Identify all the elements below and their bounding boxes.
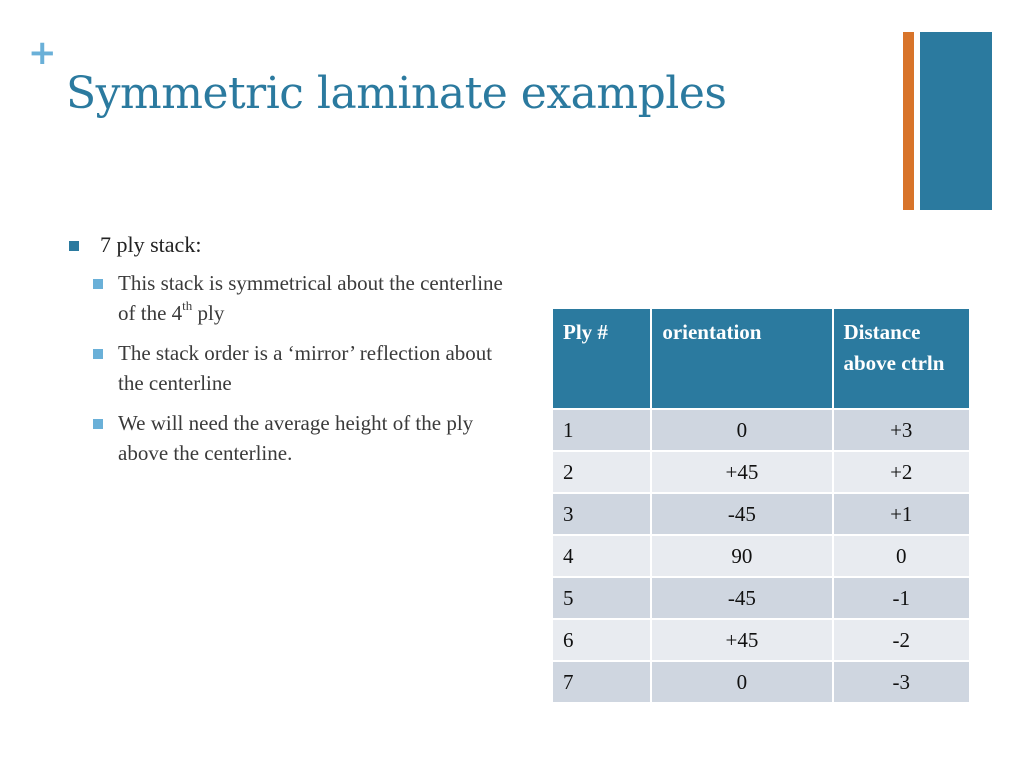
cell-ply: 1 <box>552 409 651 451</box>
square-bullet-icon <box>69 241 79 251</box>
bullet-main-text: 7 ply stack: <box>100 232 202 257</box>
sub-bullet-3-text: We will need the average height of the ply above the centerline. <box>118 411 474 465</box>
table-row <box>552 577 970 619</box>
sub-bullet-1-text: This stack is symmetrical about the centerline of the 4 <box>118 271 503 325</box>
cell-distance: -3 <box>833 661 971 703</box>
cell-distance: -2 <box>833 619 971 661</box>
header-distance: Distance above ctrln <box>833 308 971 409</box>
cell-orientation: -45 <box>651 493 832 535</box>
accent-bar-blue <box>920 32 992 210</box>
table-row <box>552 409 970 451</box>
sub-bullet-2 <box>66 338 516 398</box>
cell-ply: 5 <box>552 577 651 619</box>
bullet-list <box>66 230 516 478</box>
accent-bar-orange <box>903 32 914 210</box>
cell-distance: +1 <box>833 493 971 535</box>
slide-title: Symmetric laminate examples <box>66 68 727 119</box>
table-row <box>552 493 970 535</box>
table-row <box>552 451 970 493</box>
bullet-main <box>66 230 516 260</box>
square-bullet-icon <box>93 279 103 289</box>
ply-table <box>551 307 971 704</box>
square-bullet-icon <box>93 419 103 429</box>
cell-distance: -1 <box>833 577 971 619</box>
cell-ply: 7 <box>552 661 651 703</box>
cell-distance: 0 <box>833 535 971 577</box>
cell-orientation: +45 <box>651 451 832 493</box>
sub-bullet-list <box>66 268 516 468</box>
cell-ply: 3 <box>552 493 651 535</box>
cell-orientation: 0 <box>651 409 832 451</box>
sub-bullet-2-text: The stack order is a ‘mirror’ reflection about the centerline <box>118 341 493 395</box>
square-bullet-icon <box>93 349 103 359</box>
header-orientation: orientation <box>651 308 832 409</box>
cell-orientation: +45 <box>651 619 832 661</box>
cell-orientation: 0 <box>651 661 832 703</box>
cell-distance: +3 <box>833 409 971 451</box>
table-row <box>552 619 970 661</box>
table-row <box>552 661 970 703</box>
cell-ply: 2 <box>552 451 651 493</box>
plus-icon: + <box>28 33 57 73</box>
header-ply: Ply # <box>552 308 651 409</box>
sub-bullet-1 <box>66 268 516 328</box>
cell-orientation: -45 <box>651 577 832 619</box>
cell-distance: +2 <box>833 451 971 493</box>
cell-ply: 6 <box>552 619 651 661</box>
sub-bullet-1-tail: ply <box>192 301 225 325</box>
cell-orientation: 90 <box>651 535 832 577</box>
table-header-row <box>552 308 970 409</box>
superscript-th: th <box>182 298 193 313</box>
sub-bullet-3 <box>66 408 516 468</box>
cell-ply: 4 <box>552 535 651 577</box>
table-row <box>552 535 970 577</box>
